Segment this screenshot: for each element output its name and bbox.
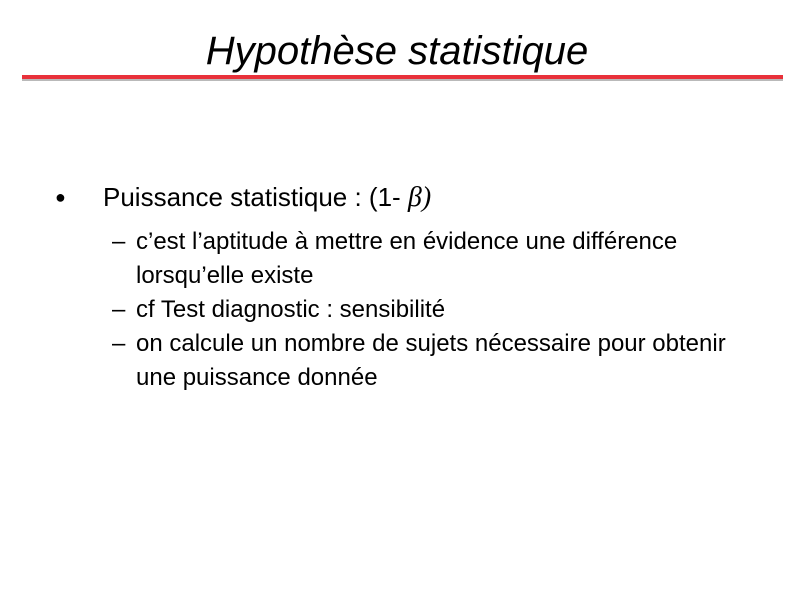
- sub-bullet-item: [112, 327, 762, 395]
- bullet-dot-icon: ●: [55, 187, 66, 207]
- sub-bullet-list: [112, 225, 762, 395]
- sub-bullet-text: cf Test diagnostic : sensibilité: [136, 296, 446, 323]
- sub-bullet-item: [112, 225, 762, 293]
- slide-title: Hypothèse statistique: [205, 29, 589, 73]
- dash-icon: –: [112, 296, 126, 323]
- sub-bullet-item: [112, 293, 762, 327]
- main-bullet-text: Puissance statistique : (1-: [103, 182, 408, 212]
- sub-bullet-text: c’est l’aptitude à mettre en évidence une différence lorsqu’elle existe: [136, 228, 678, 289]
- beta-symbol: β): [407, 182, 432, 213]
- sub-bullet-text: on calcule un nombre de sujets nécessaire pour obtenir une puissance donnée: [136, 330, 726, 391]
- title-underline-shadow: [22, 79, 783, 81]
- dash-icon: –: [112, 330, 126, 357]
- dash-icon: –: [112, 228, 126, 255]
- main-bullet: [55, 180, 431, 215]
